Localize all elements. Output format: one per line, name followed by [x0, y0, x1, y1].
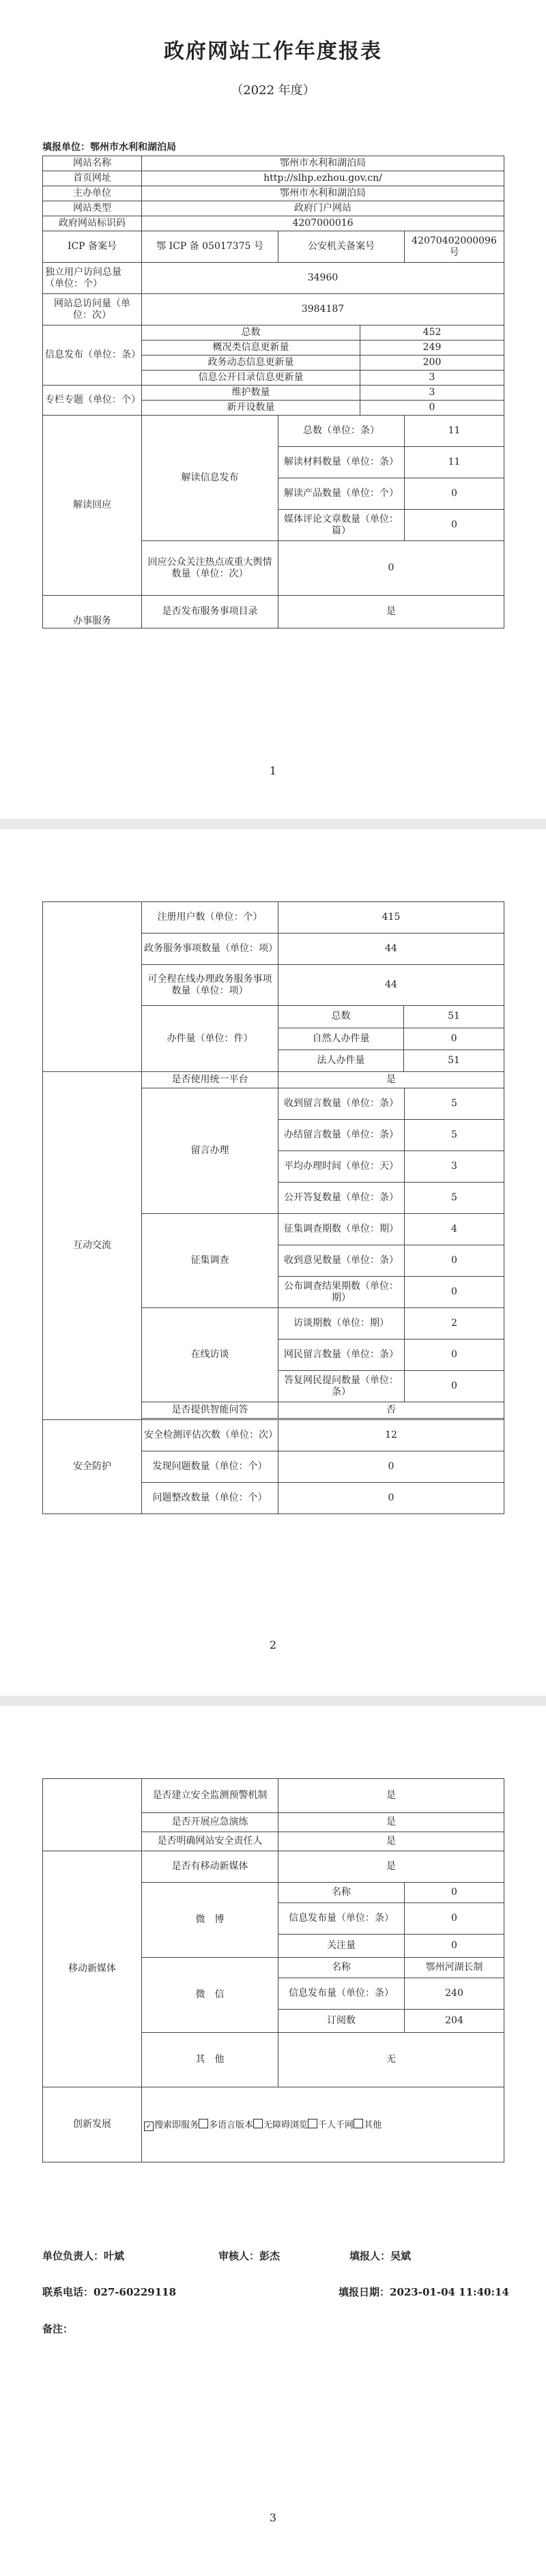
survey-label: 征集调查	[142, 1214, 278, 1308]
unified-label: 是否使用统一平台	[142, 1072, 278, 1088]
interp-total-label: 总数（单位：条）	[278, 416, 405, 447]
psb-number: 42070402000096 号	[405, 231, 504, 263]
interp-respond: 0	[278, 541, 504, 596]
page-title: 政府网站工作年度报表	[164, 40, 382, 63]
svc-items: 44	[278, 934, 504, 965]
survey-opinion-label: 收到意见数量（单位：条）	[278, 1245, 405, 1277]
org: 鄂州市水利和湖泊局	[142, 186, 504, 201]
other-label: 其 他	[142, 2033, 278, 2087]
survey-result-label: 公布调查结果期数（单位：期）	[278, 1277, 405, 1308]
psb-label: 公安机关备案号	[278, 231, 405, 263]
reviewer-label: 审核人：彭杰	[218, 2250, 281, 2262]
interview-msg-label: 网民留言数量（单位：条）	[278, 1340, 405, 1371]
handle-person: 0	[404, 1028, 504, 1050]
report-year: （2022 年度）	[231, 83, 315, 98]
interp-product-label: 解读产品数量（单位：个）	[278, 478, 405, 510]
page-3	[0, 1706, 546, 2576]
sec-found-label: 发现问题数量（单位：个）	[142, 1451, 278, 1483]
mobile-label: 移动新媒体	[43, 1851, 142, 2087]
page-number-2: 2	[269, 1638, 277, 1651]
date-label: 填报日期：2023-01-04 11:40:14	[339, 2286, 509, 2298]
innov-check-3[interactable]	[308, 2119, 317, 2128]
report-table-page-1	[42, 156, 504, 628]
survey-count: 4	[405, 1214, 504, 1245]
msg-recv: 5	[405, 1088, 504, 1120]
handle-total-label: 总数	[278, 1006, 404, 1028]
innov-check-1[interactable]	[199, 2119, 208, 2128]
mobile-has: 是	[278, 1851, 504, 1883]
full-online: 44	[278, 965, 504, 1006]
uv-value: 34960	[142, 263, 504, 294]
pub-news: 200	[360, 356, 504, 371]
interp-media-label: 媒体评论文章数量（单位：篇）	[278, 510, 405, 541]
weibo-pub-label: 信息发布量（单位：条）	[278, 1903, 405, 1935]
interp-respond-label: 回应公众关注热点或重大舆情数量（单位：次）	[142, 541, 278, 596]
page-number-3: 3	[269, 2511, 277, 2524]
wechat-sub: 204	[405, 2010, 504, 2033]
interview-reply-label: 答复网民提问数量（单位：条）	[278, 1371, 405, 1402]
p3-security-cont	[43, 1779, 142, 1851]
reg-users: 415	[278, 902, 504, 934]
report-table-page-3	[42, 1778, 504, 2162]
innov-option-2: 无障碍浏览	[263, 2119, 308, 2130]
topic-maint: 3	[360, 386, 504, 401]
other-value: 无	[278, 2033, 504, 2087]
handle-person-label: 自然人办件量	[278, 1028, 404, 1050]
wechat-sub-label: 订阅数	[278, 2010, 405, 2033]
sec-drill: 是	[278, 1813, 504, 1832]
interp-material: 11	[405, 447, 504, 478]
code-label: 政府网站标识码	[43, 216, 142, 231]
weibo-name: 0	[405, 1883, 504, 1903]
pv-value: 3984187	[142, 294, 504, 325]
topic-maint-label: 维护数量	[142, 386, 360, 401]
interact-label: 互动交流	[43, 1072, 142, 1420]
svc-items-label: 政务服务事项数量（单位：项）	[142, 934, 278, 965]
report-table-page-2	[42, 901, 504, 1514]
pub-overview-label: 概况类信息更新量	[142, 341, 360, 356]
interview-count-label: 访谈期数（单位：期）	[278, 1308, 405, 1340]
innov-option-3: 千人千网	[318, 2119, 354, 2130]
sec-eval-label: 安全检测评估次数（单位：次）	[142, 1420, 278, 1451]
pub-news-label: 政务动态信息更新量	[142, 356, 360, 371]
interp-material-label: 解读材料数量（单位：条）	[278, 447, 405, 478]
page-2	[0, 829, 546, 1696]
smart-label: 是否提供智能问答	[142, 1402, 278, 1419]
interp-pub-label: 解读信息发布	[142, 416, 278, 541]
pub-open: 3	[360, 371, 504, 386]
full-online-label: 可全程在线办理政务服务事项数量（单位：项）	[142, 965, 278, 1006]
innov-check-2[interactable]	[253, 2119, 263, 2128]
p2-service-cont	[43, 902, 142, 1072]
security-label: 安全防护	[43, 1420, 142, 1514]
innov-option-1: 多语言版本	[209, 2119, 254, 2130]
wechat-name: 鄂州河湖长制	[405, 1958, 504, 1978]
site-type: 政府门户网站	[142, 201, 504, 216]
uv-label: 独立用户访问总量（单位：个）	[43, 263, 142, 294]
service-pub-label: 是否发布服务事项目录	[142, 596, 278, 628]
survey-opinion: 0	[405, 1245, 504, 1277]
innov-label: 创新发展	[43, 2087, 142, 2162]
weibo-label: 微 博	[142, 1883, 278, 1958]
icp-label: ICP 备案号	[43, 231, 142, 263]
handle-legal-label: 法人办件量	[278, 1050, 404, 1071]
reporting-unit: 填报单位：鄂州市水利和湖泊局	[42, 142, 176, 153]
msg-done-label: 办结留言数量（单位：条）	[278, 1120, 405, 1151]
sec-monitor-label: 是否建立安全监测预警机制	[142, 1779, 278, 1813]
sec-monitor: 是	[278, 1779, 504, 1813]
handle-subtable	[278, 1006, 504, 1071]
pv-label: 网站总访问量（单位：次）	[43, 294, 142, 325]
innov-option-0: 搜索即服务	[154, 2119, 199, 2130]
url-label: 首页网址	[43, 171, 142, 186]
wechat-pub: 240	[405, 1978, 504, 2010]
interview-msg: 0	[405, 1340, 504, 1371]
msg-public-label: 公开答复数量（单位：条）	[278, 1183, 405, 1214]
service-label: 办事服务	[43, 596, 142, 628]
sec-eval: 12	[278, 1420, 504, 1451]
site-url[interactable]: http://slhp.ezhou.gov.cn/	[142, 171, 504, 186]
survey-count-label: 征集调查期数（单位：期）	[278, 1214, 405, 1245]
innov-option-4: 其他	[364, 2119, 382, 2130]
pub-overview: 249	[360, 341, 504, 356]
handle-legal: 51	[404, 1050, 504, 1071]
topic-new: 0	[360, 401, 504, 416]
interview-count: 2	[405, 1308, 504, 1340]
site-name: 鄂州市水利和湖泊局	[142, 156, 504, 171]
wechat-name-label: 名称	[278, 1958, 405, 1978]
reg-users-label: 注册用户数（单位：个）	[142, 902, 278, 934]
interp-label: 解读回应	[43, 416, 142, 596]
innov-check-0[interactable]: ✓	[144, 2122, 154, 2131]
weibo-follow-label: 关注量	[278, 1935, 405, 1958]
service-pub: 是	[278, 596, 504, 628]
org-label: 主办单位	[43, 186, 142, 201]
site-code: 4207000016	[142, 216, 504, 231]
page-1	[0, 0, 546, 819]
interview-label: 在线访谈	[142, 1308, 278, 1402]
smart: 否	[278, 1402, 504, 1419]
filler-label: 填报人：吴斌	[349, 2250, 412, 2262]
msg-public: 5	[405, 1183, 504, 1214]
sec-fixed-label: 问题整改数量（单位：个）	[142, 1483, 278, 1514]
survey-result: 0	[405, 1277, 504, 1308]
pub-open-label: 信息公开目录信息更新量	[142, 371, 360, 386]
msg-days-label: 平均办理时间（单位：天）	[278, 1151, 405, 1183]
mobile-has-label: 是否有移动新媒体	[142, 1851, 278, 1883]
topic-new-label: 新开设数量	[142, 401, 360, 416]
pub-label: 信息发布（单位：条）	[43, 325, 142, 386]
sec-owner: 是	[278, 1832, 504, 1851]
leader-label: 单位负责人：叶斌	[42, 2250, 125, 2262]
unified: 是	[278, 1072, 504, 1088]
topic-label: 专栏专题（单位：个）	[43, 386, 142, 416]
phone-label: 联系电话：027-60229118	[42, 2286, 177, 2298]
innov-check-4[interactable]	[354, 2119, 363, 2128]
icp-number: 鄂 ICP 备 05017375 号	[142, 231, 278, 263]
wechat-label: 微 信	[142, 1958, 278, 2033]
note-label: 备注：	[42, 2323, 74, 2335]
interview-reply: 0	[405, 1371, 504, 1402]
msg-recv-label: 收到留言数量（单位：条）	[278, 1088, 405, 1120]
sec-found: 0	[278, 1451, 504, 1483]
page-number-1: 1	[269, 764, 277, 777]
sec-fixed: 0	[278, 1483, 504, 1514]
site-name-label: 网站名称	[43, 156, 142, 171]
weibo-follow: 0	[405, 1935, 504, 1958]
interp-total: 11	[405, 416, 504, 447]
weibo-name-label: 名称	[278, 1883, 405, 1903]
sec-drill-label: 是否开展应急演练	[142, 1813, 278, 1832]
handle-label: 办件量（单位：件）	[142, 1006, 278, 1072]
interp-media: 0	[405, 510, 504, 541]
sec-owner-label: 是否明确网站安全责任人	[142, 1832, 278, 1851]
pub-total-label: 总数	[142, 325, 360, 341]
weibo-pub: 0	[405, 1903, 504, 1935]
msg-label: 留言办理	[142, 1088, 278, 1214]
msg-done: 5	[405, 1120, 504, 1151]
wechat-pub-label: 信息发布量（单位：条）	[278, 1978, 405, 2010]
innov-options	[142, 2087, 504, 2162]
msg-days: 3	[405, 1151, 504, 1183]
type-label: 网站类型	[43, 201, 142, 216]
pub-total: 452	[360, 325, 504, 341]
interp-product: 0	[405, 478, 504, 510]
handle-total: 51	[404, 1006, 504, 1028]
